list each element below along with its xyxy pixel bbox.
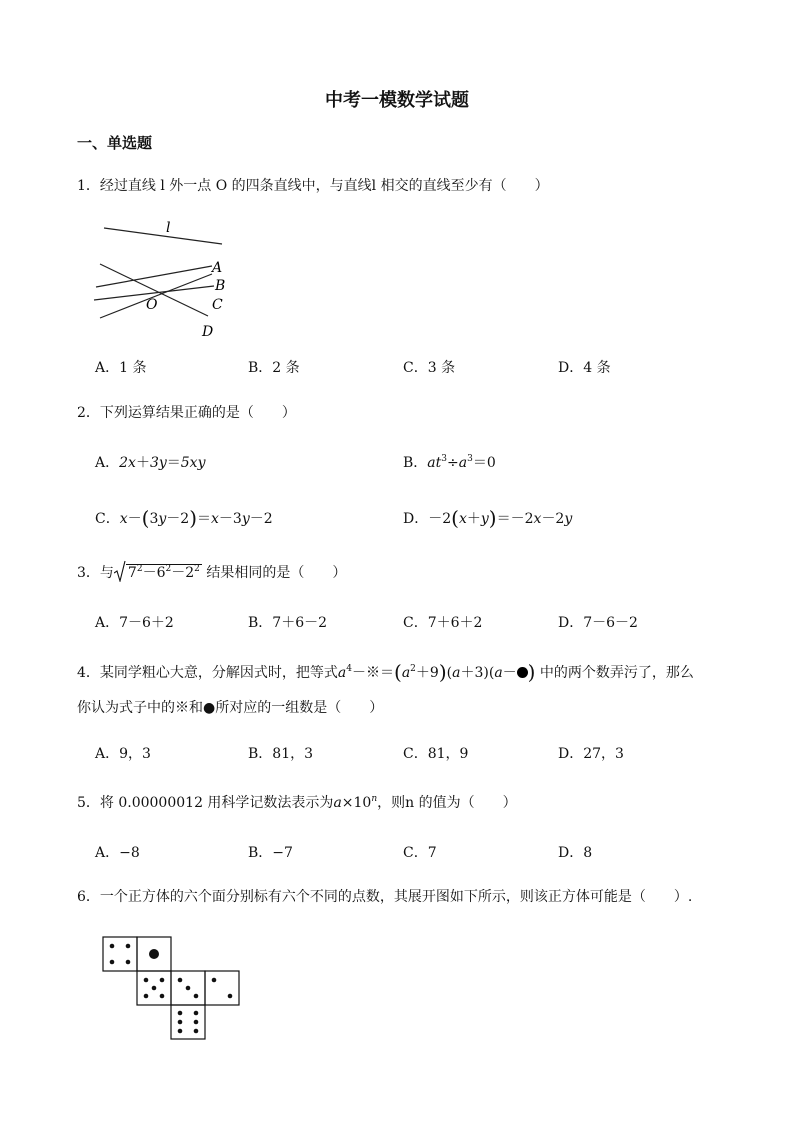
q4-option-a: A．9，3 <box>95 746 151 762</box>
q2-option-a: A．2x＋3y＝5xy <box>95 455 206 471</box>
question-1-figure <box>90 212 240 342</box>
q3-option-c: C．7＋6＋2 <box>403 615 483 631</box>
sqrt-expression: $7^2-6^2-2^2$ <box>114 562 202 582</box>
label-point-B: B <box>215 278 226 294</box>
q2-option-d: D．－2(x＋y)＝－2x－2y <box>403 506 573 530</box>
q1-option-a: A．1 条 <box>95 360 147 376</box>
q3-option-d: D．7－6－2 <box>558 615 638 631</box>
q5-option-c: C．7 <box>403 845 437 861</box>
label-line-l: l <box>166 220 171 236</box>
q3-option-a: A．7－6＋2 <box>95 615 174 631</box>
label-point-O: O <box>146 297 158 313</box>
question-6-text: 6．一个正方体的六个面分别标有六个不同的点数，其展开图如下所示，则该正方体可能是（ ）. <box>77 889 693 905</box>
q2-option-c: C．x－(3y－2)＝x－3y－2 <box>95 506 273 530</box>
q4-option-d: D．27，3 <box>558 746 624 762</box>
question-3-text: 3．与 $7^2-6^2-2^2$ 结果相同的是（ ） <box>77 562 346 582</box>
label-point-A: A <box>212 260 223 276</box>
question-5-text: 5．将 0.00000012 用科学记数法表示为$a\times 10^n$，则n 的值为（ ） <box>77 794 517 811</box>
question-2-text: 2．下列运算结果正确的是（ ） <box>77 405 296 421</box>
cube-net-figure <box>100 935 246 1043</box>
q1-option-d: D．4 条 <box>558 360 611 376</box>
q5-option-d: D．8 <box>558 845 593 861</box>
q3-option-b: B．7＋6－2 <box>248 615 328 631</box>
section-heading: 一、单选题 <box>77 134 153 152</box>
q1-option-c: C．3 条 <box>403 360 456 376</box>
question-4-text: 4．某同学粗心大意，分解因式时，把等式$a^4-※=(a^2+9)(a+3)(a-$ ) 中的两个数弄污了，那么 <box>77 660 694 684</box>
q5-option-b: B．−7 <box>248 845 293 861</box>
question-4-line2: 你认为式子中的※和●所对应的一组数是（ ） <box>77 700 384 716</box>
q2-option-b: B．$at^3\div a^3=0$ <box>403 454 496 471</box>
question-1-text: 1．经过直线 l 外一点 O 的四条直线中，与直线l 相交的直线至少有（ ） <box>77 178 549 194</box>
label-point-D: D <box>202 324 214 340</box>
blot-dot-icon <box>517 667 528 678</box>
label-point-C: C <box>212 297 223 313</box>
q1-option-b: B．2 条 <box>248 360 300 376</box>
q4-option-b: B．81，3 <box>248 746 314 762</box>
q5-option-a: A．−8 <box>95 845 140 861</box>
q4-option-c: C．81，9 <box>403 746 469 762</box>
page-title: 中考一模数学试题 <box>325 90 469 111</box>
